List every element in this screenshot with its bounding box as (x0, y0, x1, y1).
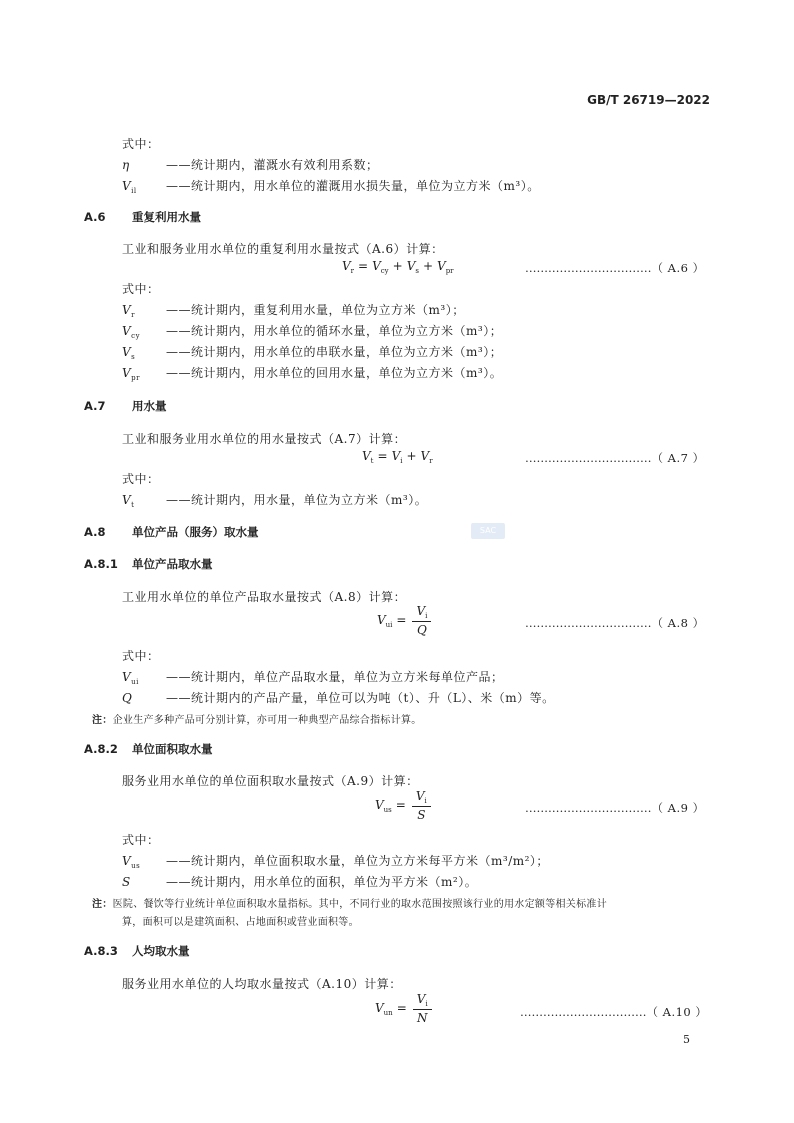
equation-a9: $V_{us}$ = $\frac{V_i}{S}$ (375, 789, 431, 822)
where-label: 式中： (122, 472, 160, 486)
equation-a7: $V_t = V_i + V_r$ (362, 449, 433, 465)
symbol: η (122, 158, 130, 172)
equation-a8: $V_{ui}$ = $\frac{V_i}{Q}$ (377, 604, 431, 637)
note-continuation: 算，面积可以是建筑面积、占地面积或营业面积等。 (122, 917, 359, 928)
definition-vr: $V_r$ ——统计期内，重复利用水量，单位为立方米（m³）； (122, 303, 465, 319)
note: 注：医院、餐饮等行业统计单位面积取水量指标。其中，不同行业的取水范围按照该行业的用水定额等相关标准计 (92, 899, 608, 910)
where-label: 式中： (122, 833, 160, 847)
symbol: $V_{il}$ (122, 179, 137, 195)
watermark-logo: SAC (471, 523, 505, 539)
equation-number-a7: ……………………………（ A.7 ） (525, 451, 705, 465)
equation-number-a6: ……………………………（ A.6 ） (525, 261, 705, 275)
definition-vcy: $V_{cy}$ ——统计期内，用水单位的循环水量，单位为立方米（m³）； (122, 324, 503, 340)
equation-a10: $V_{un}$ = $\frac{V_i}{N}$ (375, 992, 432, 1025)
where-label: 式中： (122, 137, 160, 151)
definition-s: S ——统计期内，用水单位的面积，单位为平方米（m²）。 (122, 875, 478, 889)
definition-vs: $V_s$ ——统计期内，用水单位的串联水量，单位为立方米（m³）； (122, 345, 503, 361)
section-heading-a7: A.7 用水量 (84, 399, 167, 413)
section-heading-a82: A.8.2 单位面积取水量 (84, 742, 213, 756)
paragraph: 服务业用水单位的人均取水量按式（A.10）计算： (122, 977, 402, 991)
definition-vus: $V_{us}$ ——统计期内，单位面积取水量，单位为立方米每平方米（m³/m²）； (122, 854, 549, 870)
definition-text: ——统计期内，灌溉水有效利用系数； (166, 158, 379, 172)
where-label: 式中： (122, 282, 160, 296)
definition-vui: $V_{ui}$ ——统计期内，单位产品取水量，单位为立方米每单位产品； (122, 670, 504, 686)
fraction: $\frac{V_i}{N}$ (413, 992, 432, 1025)
standard-code: GB/T 26719—2022 (587, 93, 710, 107)
note: 注：企业生产多种产品可分别计算，亦可用一种典型产品综合指标计算。 (92, 715, 422, 726)
equation-a6: $V_r = V_{cy} + V_s + V_{pr}$ (342, 259, 454, 275)
paragraph: 服务业用水单位的单位面积取水量按式（A.9）计算： (122, 774, 419, 788)
fraction: $\frac{V_i}{Q}$ (412, 604, 431, 637)
paragraph: 工业和服务业用水单位的重复利用水量按式（A.6）计算： (122, 242, 444, 256)
definition-vpr: $V_{pr}$ ——统计期内，用水单位的回用水量，单位为立方米（m³）。 (122, 366, 503, 382)
section-heading-a8: A.8 单位产品（服务）取水量 (84, 525, 259, 539)
definition-eta (122, 156, 379, 173)
definition-q: Q ——统计期内的产品产量，单位可以为吨（t）、升（L）、米（m）等。 (122, 691, 555, 705)
fraction: $\frac{V_i}{S}$ (412, 789, 431, 822)
paragraph: 工业和服务业用水单位的用水量按式（A.7）计算： (122, 432, 407, 446)
section-heading-a83: A.8.3 人均取水量 (84, 944, 190, 958)
equation-number-a10: ……………………………（ A.10 ） (520, 1005, 708, 1019)
definition-vil (122, 177, 540, 195)
paragraph: 工业用水单位的单位产品取水量按式（A.8）计算： (122, 590, 407, 604)
page-number: 5 (683, 1033, 690, 1046)
definition-vt: $V_t$ ——统计期内，用水量，单位为立方米（m³）。 (122, 493, 428, 509)
section-heading-a81: A.8.1 单位产品取水量 (84, 557, 213, 571)
where-label: 式中： (122, 649, 160, 663)
definition-text: ——统计期内，用水单位的灌溉用水损失量，单位为立方米（m³）。 (166, 179, 540, 193)
section-heading-a6: A.6 重复利用水量 (84, 210, 201, 224)
equation-number-a8: ……………………………（ A.8 ） (525, 616, 705, 630)
equation-number-a9: ……………………………（ A.9 ） (525, 801, 705, 815)
